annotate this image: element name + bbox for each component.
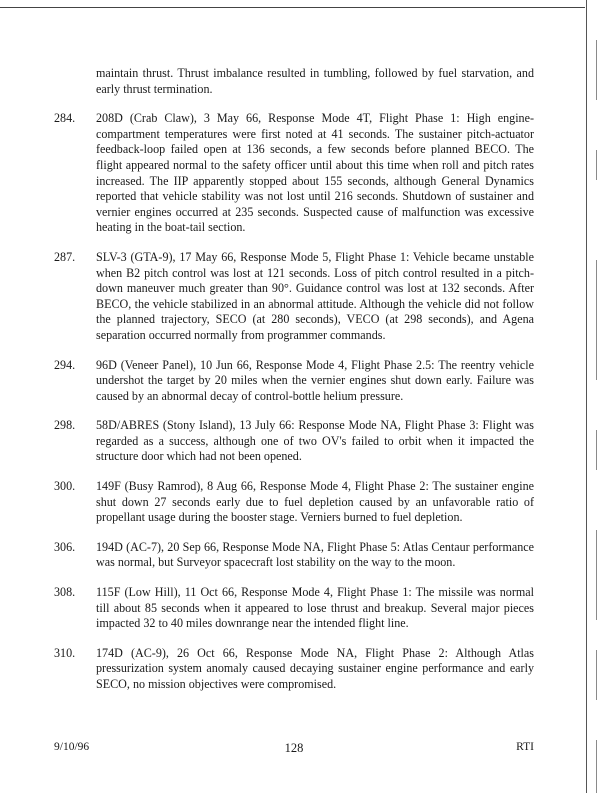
- entry-300: [54, 479, 534, 526]
- entry-number: 284.: [54, 111, 76, 126]
- entry-text: 96D (Veneer Panel), 10 Jun 66, Response Mode 4, Flight Phase 2.5: The reentry vehicle undershot the target by 20 miles when the vernier engines shut down early. Failure was caused by an abnormal decay of control-bottle helium pressure.: [96, 357, 534, 403]
- page-footer: [54, 741, 534, 757]
- top-rule: [0, 7, 585, 8]
- entry-306: [54, 540, 534, 571]
- entry-284: [54, 111, 534, 236]
- entry-text: 194D (AC-7), 20 Sep 66, Response Mode NA, Flight Phase 5: Atlas Centaur performance was normal, but Surveyor spacecraft lost stability on the way to the moon.: [96, 539, 534, 570]
- entry-text: 174D (AC-9), 26 Oct 66, Response Mode NA, Flight Phase 2: Although Atlas pressurization system anomaly caused decaying sustainer engine performance and early SECO, no mission objectives were compromised.: [96, 645, 534, 691]
- entry-number: 294.: [54, 357, 76, 372]
- entry-text: SLV-3 (GTA-9), 17 May 66, Response Mode 5, Flight Phase 1: Vehicle became unstable when B2 pitch control was lost at 121 seconds. Loss of pitch control resulted in a pitch-down maneuver much greater than 90°. Guidance control was lost at 132 seconds. After BECO, the vehicle stabilized in an abnormal attitude. Although the vehicle did not follow the planned trajectory, SECO (at 280 seconds), VECO (at 298 seconds), and Agena separation occurred normally from programmer commands.: [96, 249, 534, 342]
- entry-number: 308.: [54, 585, 76, 600]
- entry-number: 300.: [54, 479, 76, 494]
- footer-date: 9/10/96: [54, 741, 90, 753]
- entry-text: 149F (Busy Ramrod), 8 Aug 66, Response Mode 4, Flight Phase 2: The sustainer engine shut down 27 seconds early due to fuel depletion caused by an unfavorable ratio of propellant usage during the booster stage. Verniers burned to fuel depletion.: [96, 479, 534, 525]
- entry-number: 298.: [54, 418, 76, 433]
- margin-marks: [596, 0, 598, 793]
- entry-298: [54, 418, 534, 465]
- footer-org: RTI: [516, 741, 534, 753]
- entry-287: [54, 250, 534, 344]
- entry-number: 287.: [54, 249, 76, 264]
- entry-text: 208D (Crab Claw), 3 May 66, Response Mode 4T, Flight Phase 1: High engine-compartment temperatures were first noted at 41 seconds. The sustainer pitch-actuator feedback-loop failed open at 136 seconds, a few seconds before planned BECO. The flight appeared normal to the safety officer until about this time when roll and pitch rates increased. The IIP apparently stopped about 155 seconds, although General Dynamics reported that vehicle stability was not lost until 216 seconds. Shutdown of sustainer and vernier engines occurred at 235 seconds. Suspected cause of malfunction was excessive heating in the boat-tail section.: [96, 111, 534, 235]
- entry-310: [54, 646, 534, 693]
- page-number: 128: [284, 741, 304, 755]
- continuation-paragraph: maintain thrust. Thrust imbalance resulted in tumbling, followed by fuel starvation, and early thrust termination.: [96, 66, 534, 96]
- entry-text: 58D/ABRES (Stony Island), 13 July 66: Response Mode NA, Flight Phase 3: Flight was regarded as a success, although one of two OV's failed to orbit when it impacted the structure door which had not been opened.: [96, 418, 534, 464]
- entry-text: 115F (Low Hill), 11 Oct 66, Response Mode 4, Flight Phase 1: The missile was normal till about 85 seconds when it appeared to lose thrust and breakup. Several major pieces impacted 32 to 40 miles downrange near the intended flight line.: [96, 585, 534, 631]
- entry-294: [54, 358, 534, 405]
- entry-308: [54, 585, 534, 632]
- entry-number: 310.: [54, 645, 76, 660]
- page-body: [54, 66, 534, 707]
- right-margin-rule: [586, 0, 587, 793]
- entry-number: 306.: [54, 539, 76, 554]
